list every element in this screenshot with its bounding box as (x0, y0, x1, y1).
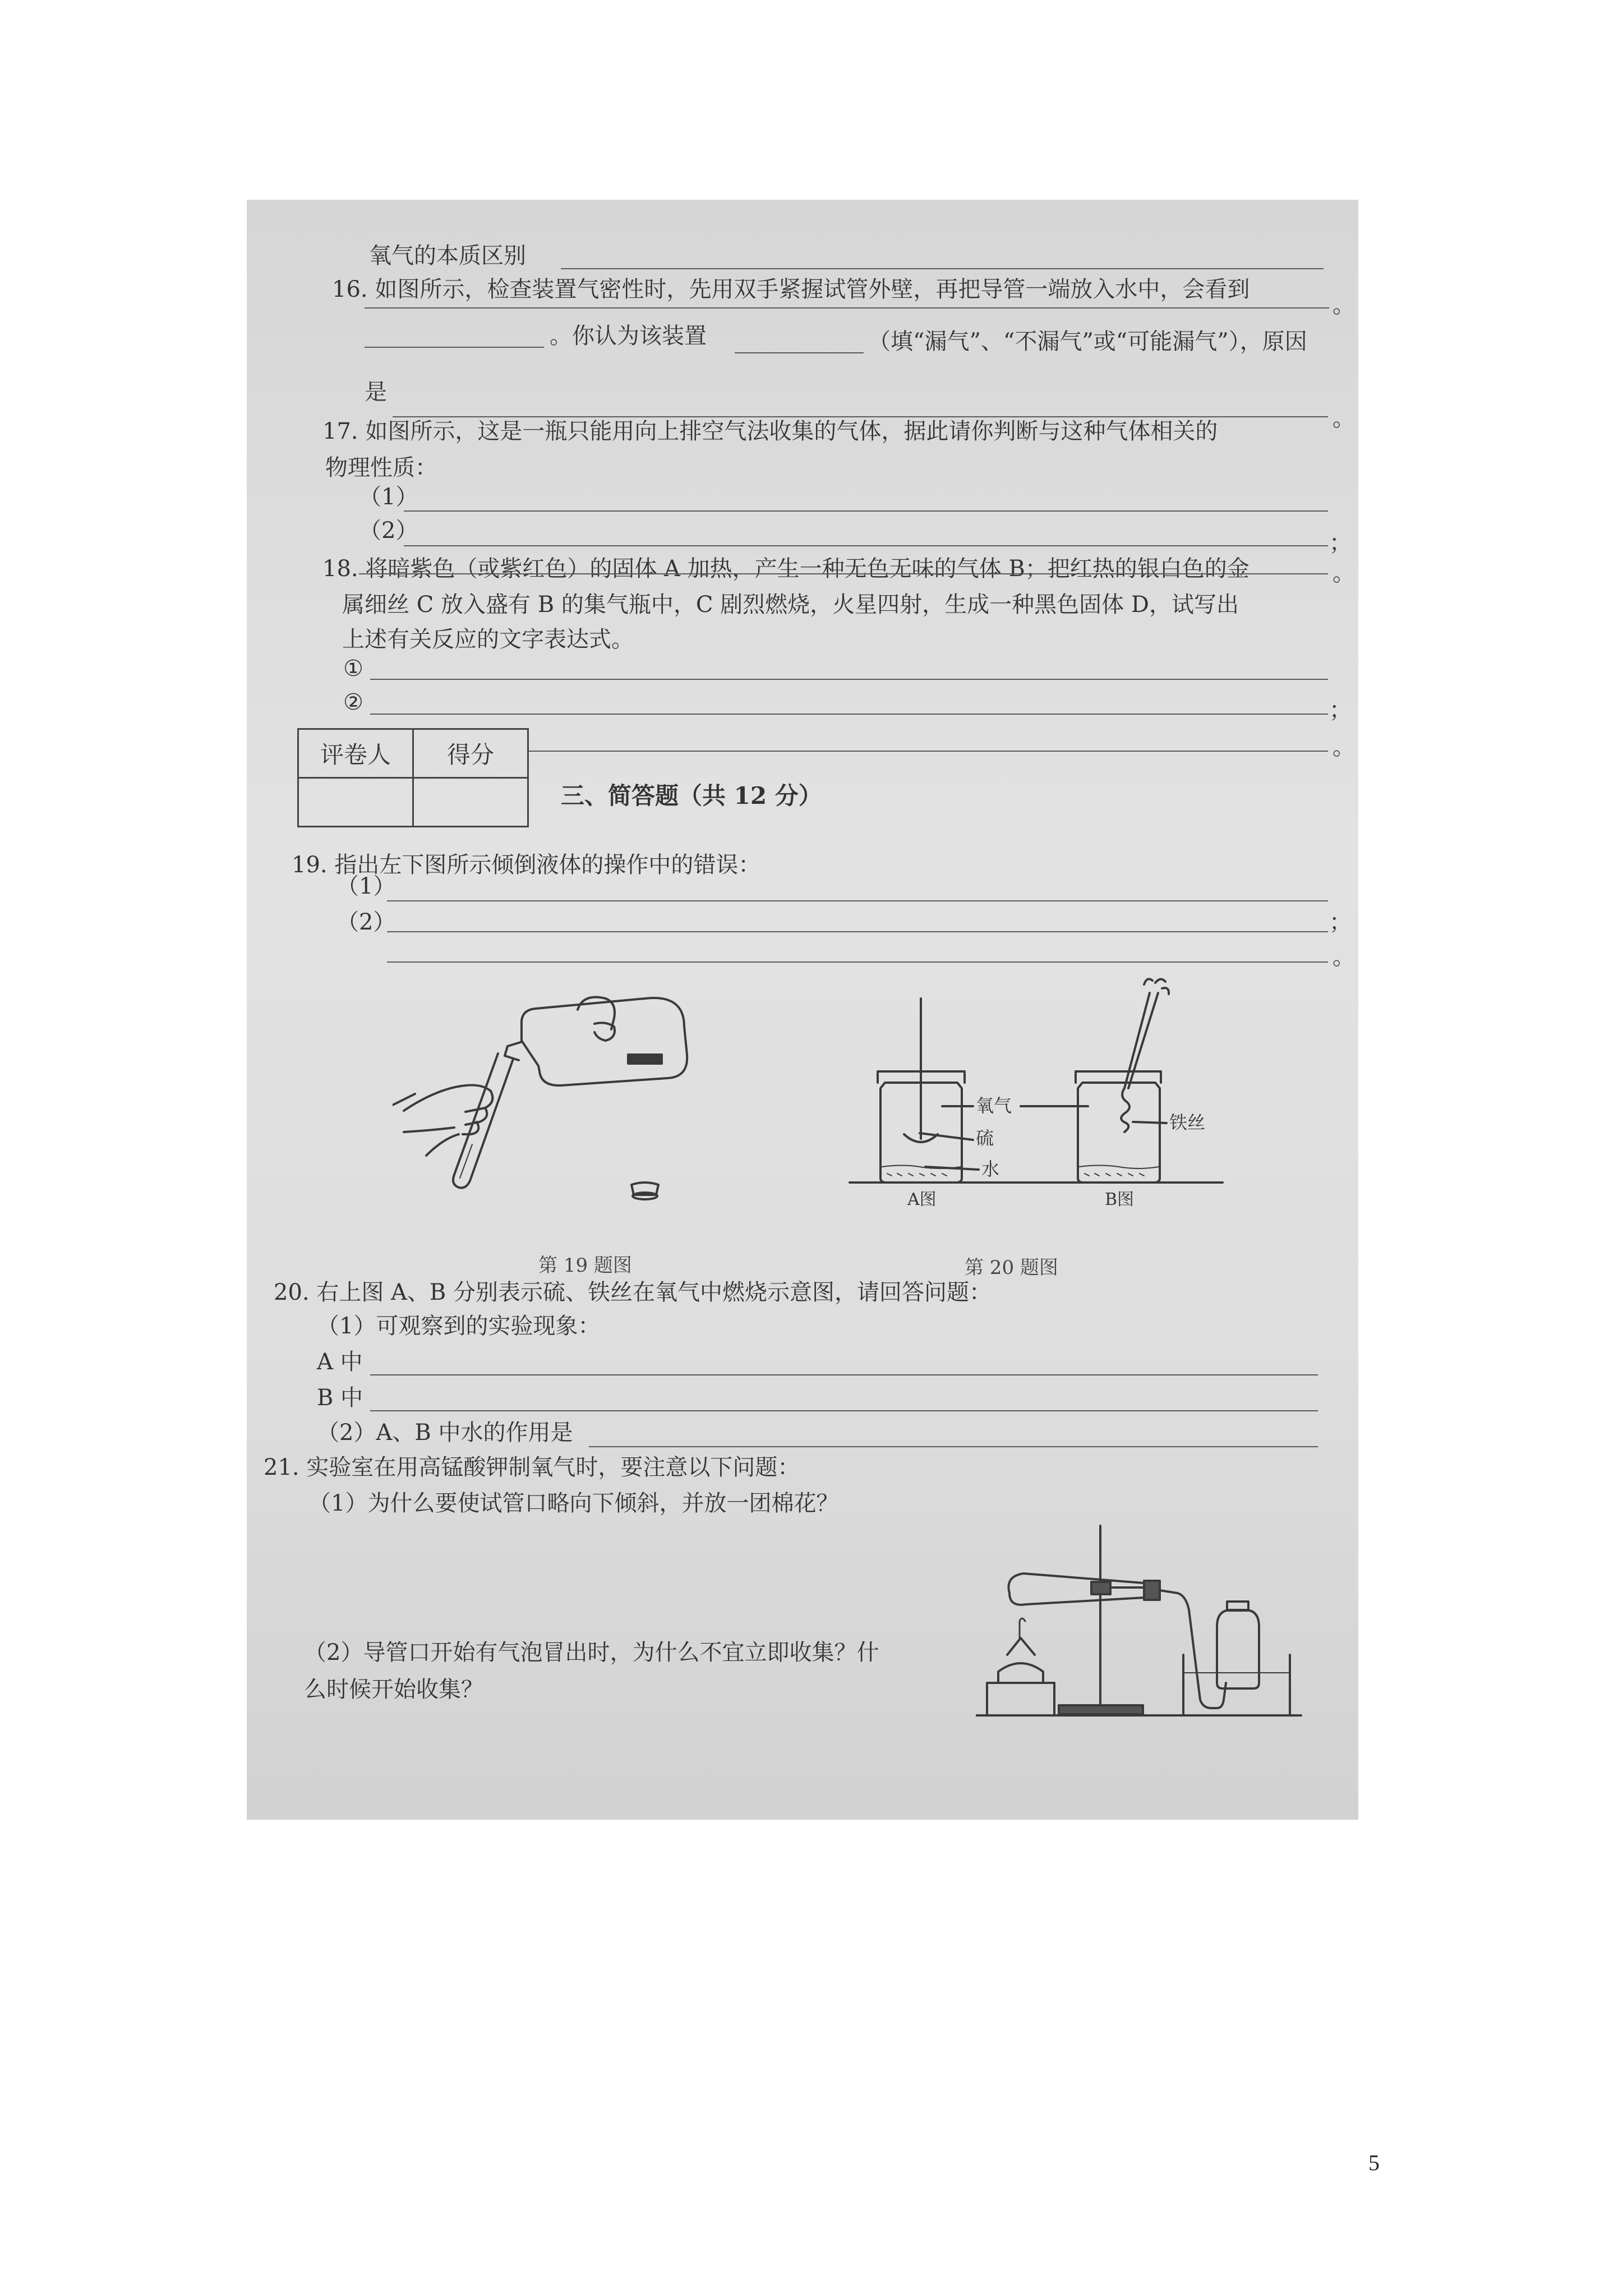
q21-line1: 21. 实验室在用高锰酸钾制氧气时，要注意以下问题： (264, 1455, 800, 1480)
figure-21-apparatus (976, 1515, 1312, 1728)
score-table-cell-grader (298, 778, 413, 827)
q19-item1: （1） (336, 873, 396, 899)
score-table (297, 728, 529, 827)
answer-line (370, 714, 1328, 715)
figure-19-caption: 第 19 题图 (538, 1254, 632, 1277)
label-sulfur: 硫 (976, 1128, 994, 1149)
period: 。 (1332, 406, 1355, 431)
answer-line (387, 931, 1328, 932)
figure-20-combustion (841, 976, 1234, 1217)
label-figure-b: B图 (1105, 1190, 1135, 1209)
q21-sub2a: （2）导管口开始有气泡冒出时，为什么不宜立即收集？什 (304, 1640, 879, 1665)
answer-line (735, 352, 864, 353)
q21-sub1: （1）为什么要使试管口略向下倾斜，并放一团棉花？ (308, 1490, 839, 1516)
answer-line (365, 307, 1329, 309)
period: 。 (1332, 292, 1355, 318)
label-iron-wire: 铁丝 (1169, 1112, 1206, 1133)
label-oxygen: 氧气 (976, 1095, 1012, 1116)
q19-item2: （2） (336, 909, 396, 935)
q17-line2: 物理性质： (325, 455, 437, 481)
q18-item2: ② (343, 689, 363, 715)
answer-line (387, 900, 1328, 901)
q16-line1: 16. 如图所示，检查装置气密性时，先用双手紧握试管外壁，再把导管一端放入水中，会看到 (332, 277, 1250, 302)
intro-text: 氧气的本质区别 (369, 243, 526, 269)
q20-sub2: （2）A、B 中水的作用是 (317, 1420, 573, 1446)
answer-line (365, 347, 544, 348)
q17-item2: （2） (359, 518, 418, 544)
answer-line (393, 416, 1328, 417)
answer-line (404, 510, 1328, 512)
page-number: 5 (1368, 2150, 1380, 2175)
answer-line (527, 751, 1328, 752)
q16-mid1: 。你认为该装置 (550, 323, 707, 349)
period: 。 (1332, 560, 1355, 586)
answer-line (359, 573, 1328, 574)
q18-line1: 18. 将暗紫色（或紫红色）的固体 A 加热，产生一种无色无味的气体 B；把红热的银白色的金 (322, 556, 1249, 582)
period: 。 (1332, 944, 1355, 970)
q20-sub1: （1）可观察到的实验现象： (317, 1313, 601, 1339)
q20-b-label: B 中 (317, 1385, 363, 1411)
answer-line (370, 1410, 1318, 1411)
label-water: 水 (981, 1158, 1000, 1180)
q20-a-label: A 中 (317, 1349, 363, 1375)
answer-line (561, 268, 1324, 269)
figure-20-caption: 第 20 题图 (965, 1257, 1058, 1279)
score-table-header-grader: 评卷人 (298, 729, 413, 778)
q16-line3: 是 (365, 379, 387, 405)
semicolon: ； (1329, 530, 1352, 556)
q19-line1: 19. 指出左下图所示倾倒液体的操作中的错误： (292, 852, 761, 878)
score-table-header-score: 得分 (413, 729, 528, 778)
q18-line3: 上述有关反应的文字表达式。 (342, 627, 634, 652)
q20-line1: 20. 右上图 A、B 分别表示硫、铁丝在氧气中燃烧示意图，请回答问题： (274, 1280, 992, 1305)
q16-mid2: （填“漏气”、“不漏气”或“可能漏气”），原因 (868, 329, 1307, 355)
semicolon: ； (1329, 697, 1352, 723)
period: 。 (1332, 734, 1355, 760)
score-table-cell-score (413, 778, 528, 827)
answer-line (589, 1446, 1318, 1447)
answer-line (387, 961, 1328, 963)
q18-item1: ① (343, 656, 363, 682)
label-figure-a: A图 (907, 1190, 937, 1209)
q17-item1: （1） (359, 484, 418, 510)
semicolon: ； (1329, 909, 1352, 935)
q21-sub2b: 么时候开始收集？ (304, 1677, 483, 1703)
answer-line (404, 545, 1328, 546)
section-title: 三、简答题（共 12 分） (561, 782, 822, 809)
answer-line (370, 679, 1328, 680)
answer-line (370, 1374, 1318, 1375)
q18-line2: 属细丝 C 放入盛有 B 的集气瓶中，C 剧烈燃烧，火星四射，生成一种黑色固体 D，试写出 (342, 592, 1239, 618)
q17-line1: 17. 如图所示，这是一瓶只能用向上排空气法收集的气体，据此请你判断与这种气体相关的 (322, 418, 1218, 444)
figure-19-pouring-liquid (393, 987, 707, 1212)
